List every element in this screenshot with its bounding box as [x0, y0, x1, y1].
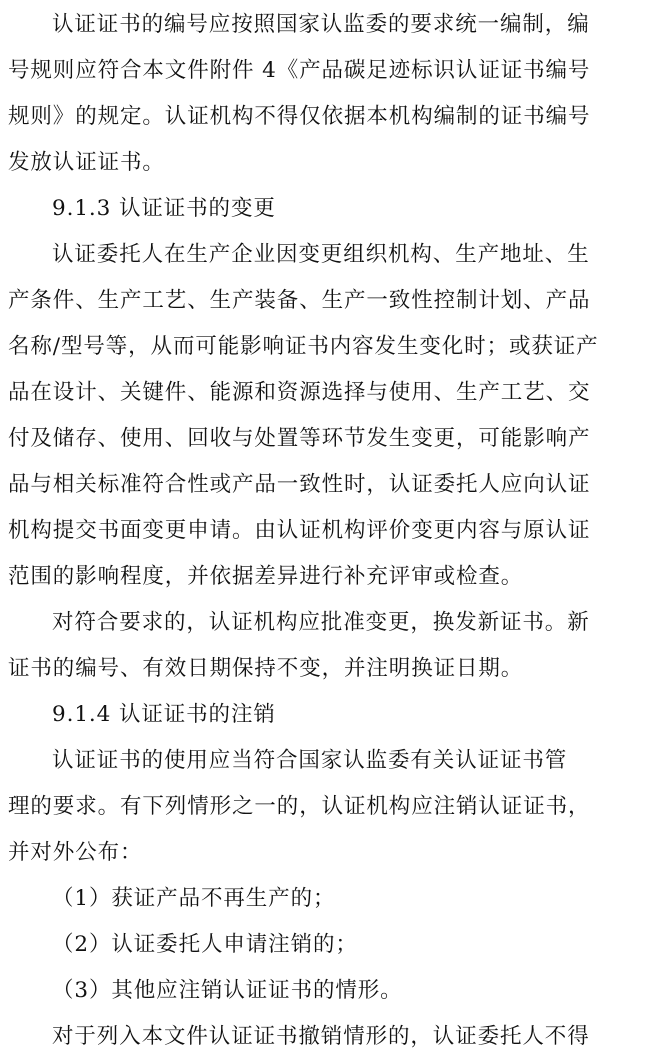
paragraph-line: 机构提交书面变更申请。由认证机构评价变更内容与原认证 — [8, 518, 591, 543]
list-item: （2）认证委托人申请注销的； — [52, 932, 358, 957]
paragraph-line: 品与相关标准符合性或产品一致性时，认证委托人应向认证 — [8, 472, 591, 497]
paragraph-line: 范围的影响程度，并依据差异进行补充评审或检查。 — [8, 564, 524, 589]
paragraph-line: 品在设计、关键件、能源和资源选择与使用、生产工艺、交 — [8, 380, 591, 405]
paragraph-line: 名称/型号等，从而可能影响证书内容发生变化时；或获证产 — [8, 334, 599, 359]
section-heading-9-1-4: 9.1.4 认证证书的注销 — [52, 702, 276, 727]
paragraph-line: 认证委托人在生产企业因变更组织机构、生产地址、生 — [52, 242, 590, 267]
paragraph-line: 发放认证证书。 — [8, 150, 165, 175]
paragraph-line: 对符合要求的，认证机构应批准变更，换发新证书。新 — [52, 610, 590, 635]
paragraph-line: 认证证书的使用应当符合国家认监委有关认证证书管 — [52, 748, 568, 773]
paragraph-line: 对于列入本文件认证证书撤销情形的，认证委托人不得 — [52, 1024, 590, 1049]
list-item: （3）其他应注销认证证书的情形。 — [52, 978, 403, 1003]
paragraph-line: 规则》的规定。认证机构不得仅依据本机构编制的证书编号 — [8, 104, 591, 129]
paragraph-line: 产条件、生产工艺、生产装备、生产一致性控制计划、产品 — [8, 288, 591, 313]
list-item: （1）获证产品不再生产的； — [52, 886, 336, 911]
paragraph-line: 并对外公布： — [8, 840, 143, 865]
paragraph-line: 付及储存、使用、回收与处置等环节发生变更，可能影响产 — [8, 426, 591, 451]
paragraph-line: 理的要求。有下列情形之一的，认证机构应注销认证证书， — [8, 794, 591, 819]
paragraph-line: 号规则应符合本文件附件 4《产品碳足迹标识认证证书编号 — [8, 58, 591, 83]
paragraph-line: 证书的编号、有效日期保持不变，并注明换证日期。 — [8, 656, 524, 681]
paragraph-line: 认证证书的编号应按照国家认监委的要求统一编制，编 — [52, 12, 590, 37]
section-heading-9-1-3: 9.1.3 认证证书的变更 — [52, 196, 276, 221]
